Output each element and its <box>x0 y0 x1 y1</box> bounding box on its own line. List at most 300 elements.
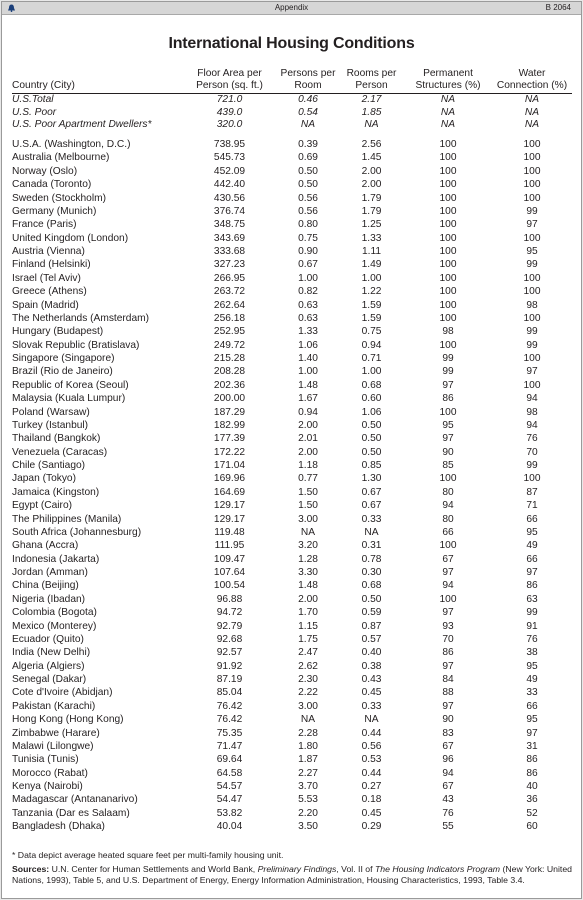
column-header: Floor Area per Person (sq. ft.) <box>182 68 277 94</box>
value-cell: 252.95 <box>213 326 246 338</box>
value-cell: 86 <box>526 754 538 766</box>
value-cell: 164.69 <box>213 486 246 498</box>
value-cell: 0.44 <box>361 767 382 779</box>
value-cell: NA <box>440 94 456 105</box>
value-cell: 66 <box>442 526 454 538</box>
value-cell: 0.67 <box>298 259 318 271</box>
header-bar <box>2 2 581 15</box>
value-cell: 92.79 <box>216 620 243 632</box>
value-cell: 111.95 <box>214 540 245 552</box>
value-cell: 80 <box>442 513 454 525</box>
country-cell: Norway (Oslo) <box>12 165 78 177</box>
value-cell: 100 <box>523 286 541 298</box>
value-cell: 75.35 <box>216 727 243 739</box>
value-cell: 0.56 <box>361 740 382 752</box>
value-cell: 0.56 <box>298 205 318 217</box>
table-row <box>12 673 572 686</box>
table-row <box>12 633 572 646</box>
value-cell: 119.48 <box>214 526 245 538</box>
country-cell: U.S. Poor Apartment Dwellers* <box>12 119 152 131</box>
value-cell: 2.62 <box>298 660 318 672</box>
table-row <box>12 379 572 392</box>
value-cell: 98 <box>526 406 538 418</box>
value-cell: 2.01 <box>298 433 318 445</box>
value-cell: 1.87 <box>298 754 318 766</box>
value-cell: 100 <box>439 179 457 191</box>
table-row <box>12 432 572 445</box>
country-cell: Finland (Helsinki) <box>12 259 91 271</box>
value-cell: 76.42 <box>216 714 243 726</box>
value-cell: 43 <box>442 794 454 806</box>
column-header: Rooms per Person <box>339 68 404 94</box>
country-cell: Ghana (Accra) <box>12 540 79 552</box>
value-cell: 100 <box>439 593 457 605</box>
value-cell: 0.75 <box>298 232 318 244</box>
value-cell: 129.17 <box>213 500 246 512</box>
value-cell: NA <box>300 119 316 131</box>
value-cell: 100 <box>439 312 457 324</box>
value-cell: 2.30 <box>298 674 318 686</box>
country-cell: Hong Kong (Hong Kong) <box>12 714 124 726</box>
value-cell: 100 <box>439 165 457 177</box>
value-cell: 2.56 <box>361 139 382 151</box>
value-cell: 1.80 <box>298 740 318 752</box>
value-cell: 53.82 <box>216 807 243 819</box>
value-cell: NA <box>440 119 456 131</box>
value-cell: 86 <box>526 580 538 592</box>
value-cell: 100 <box>439 219 457 231</box>
value-cell: 1.48 <box>298 379 318 391</box>
value-cell: 83 <box>442 727 454 739</box>
value-cell: 96 <box>442 754 454 766</box>
value-cell: 738.95 <box>213 139 246 151</box>
value-cell: 96.88 <box>216 593 243 605</box>
value-cell: 94 <box>442 500 454 512</box>
value-cell: 0.46 <box>298 94 318 105</box>
value-cell: 721.0 <box>216 94 243 105</box>
country-cell: Cote d'Ivoire (Abidjan) <box>12 687 113 699</box>
value-cell: 100 <box>439 473 457 485</box>
value-cell: 100 <box>439 139 457 151</box>
value-cell: 182.99 <box>213 419 246 431</box>
value-cell: 99 <box>442 353 454 365</box>
value-cell: 1.70 <box>298 607 318 619</box>
value-cell: 0.82 <box>298 286 318 298</box>
value-cell: 1.50 <box>298 500 318 512</box>
value-cell: 0.50 <box>361 593 382 605</box>
value-cell: 97 <box>442 607 454 619</box>
value-cell: 256.18 <box>213 312 246 324</box>
value-cell: 1.45 <box>361 152 382 164</box>
country-cell: Kenya (Nairobi) <box>12 781 83 793</box>
table-row <box>12 218 572 231</box>
sources-title: Preliminary Findings <box>257 864 337 874</box>
value-cell: 1.06 <box>298 339 318 351</box>
value-cell: 92.57 <box>216 647 243 659</box>
value-cell: 98 <box>526 299 538 311</box>
value-cell: 0.80 <box>298 219 318 231</box>
value-cell: 0.40 <box>361 647 382 659</box>
table-row <box>12 272 572 285</box>
value-cell: 0.33 <box>361 700 382 712</box>
value-cell: 64.58 <box>216 767 243 779</box>
value-cell: 71 <box>526 500 538 512</box>
value-cell: 202.36 <box>213 379 246 391</box>
value-cell: 87 <box>526 486 538 498</box>
value-cell: 0.68 <box>361 379 382 391</box>
table-row <box>12 553 572 566</box>
value-cell: 70 <box>442 633 454 645</box>
value-cell: 0.45 <box>361 687 382 699</box>
value-cell: NA <box>524 119 540 131</box>
value-cell: 100 <box>439 246 457 258</box>
value-cell: 86 <box>442 393 454 405</box>
country-cell: Germany (Munich) <box>12 205 97 217</box>
value-cell: 1.59 <box>361 299 382 311</box>
page <box>1 1 582 899</box>
value-cell: 95 <box>442 419 454 431</box>
table-row <box>12 579 572 592</box>
value-cell: 1.06 <box>361 406 382 418</box>
value-cell: 100 <box>523 165 541 177</box>
table-row <box>12 727 572 740</box>
table-row <box>12 285 572 298</box>
value-cell: 2.47 <box>298 647 318 659</box>
value-cell: 100 <box>439 286 457 298</box>
value-cell: 0.67 <box>361 500 382 512</box>
value-cell: 1.48 <box>298 580 318 592</box>
value-cell: 0.39 <box>298 139 318 151</box>
value-cell: 100 <box>523 379 541 391</box>
value-cell: 1.59 <box>361 312 382 324</box>
table-row <box>12 686 572 699</box>
country-cell: Canada (Toronto) <box>12 179 92 191</box>
column-header: Water Connection (%) <box>492 68 572 94</box>
value-cell: 208.28 <box>213 366 246 378</box>
value-cell: 0.63 <box>298 312 318 324</box>
value-cell: 0.77 <box>298 473 318 485</box>
value-cell: 76.42 <box>216 700 243 712</box>
table-row <box>12 539 572 552</box>
country-cell: U.S. Poor <box>12 106 57 118</box>
value-cell: 327.23 <box>213 259 246 271</box>
value-cell: 430.56 <box>213 192 246 204</box>
table-row <box>12 232 572 245</box>
value-cell: 1.25 <box>361 219 382 231</box>
country-cell: China (Beijing) <box>12 580 79 592</box>
value-cell: 545.73 <box>213 152 246 164</box>
value-cell: 80 <box>442 486 454 498</box>
value-cell: 348.75 <box>213 219 246 231</box>
value-cell: 249.72 <box>213 339 246 351</box>
country-cell: Poland (Warsaw) <box>12 406 90 418</box>
value-cell: 49 <box>526 674 538 686</box>
table-row <box>12 365 572 378</box>
value-cell: 187.29 <box>213 406 246 418</box>
value-cell: 1.85 <box>361 106 382 118</box>
country-cell: Austria (Vienna) <box>12 246 85 258</box>
value-cell: 40.04 <box>216 821 243 833</box>
table-row <box>12 526 572 539</box>
value-cell: 1.75 <box>298 633 318 645</box>
value-cell: 100 <box>523 192 541 204</box>
table-row <box>12 620 572 633</box>
value-cell: 100 <box>439 192 457 204</box>
value-cell: 263.72 <box>213 286 246 298</box>
value-cell: NA <box>524 106 540 118</box>
value-cell: 95 <box>526 714 538 726</box>
table-row <box>12 339 572 352</box>
table-row <box>12 258 572 271</box>
sources-label: Sources: <box>12 864 50 874</box>
value-cell: 100 <box>523 139 541 151</box>
value-cell: 100 <box>439 272 457 284</box>
value-cell: 2.00 <box>298 593 318 605</box>
country-cell: Hungary (Budapest) <box>12 326 104 338</box>
country-cell: Tanzania (Dar es Salaam) <box>12 807 130 819</box>
value-cell: 0.54 <box>298 106 318 118</box>
value-cell: 1.49 <box>361 259 382 271</box>
value-cell: 1.15 <box>298 620 318 632</box>
table-row <box>12 165 572 178</box>
value-cell: 95 <box>526 526 538 538</box>
country-cell: Australia (Melbourne) <box>12 152 110 164</box>
country-cell: Nigeria (Ibadan) <box>12 593 86 605</box>
table-row <box>12 767 572 780</box>
country-cell: South Africa (Johannesburg) <box>12 526 142 538</box>
table-row <box>12 312 572 325</box>
us-summary-row <box>12 94 572 107</box>
value-cell: 3.00 <box>298 513 318 525</box>
value-cell: 100 <box>523 232 541 244</box>
country-cell: France (Paris) <box>12 219 77 231</box>
value-cell: 99 <box>526 339 538 351</box>
value-cell: 86 <box>526 767 538 779</box>
value-cell: 0.94 <box>361 339 382 351</box>
value-cell: 100 <box>523 152 541 164</box>
sources-text: (New York: United Nations, 1993), Table 5, and U.S. Department of Energy, Energy Information Administration, Housing Characteristics, 1993, Table 3.4. <box>12 864 572 885</box>
value-cell: 97 <box>442 379 454 391</box>
table-row <box>12 713 572 726</box>
value-cell: NA <box>300 714 316 726</box>
value-cell: 91.92 <box>216 660 243 672</box>
value-cell: 0.69 <box>298 152 318 164</box>
value-cell: NA <box>364 526 379 538</box>
value-cell: 0.38 <box>361 660 382 672</box>
value-cell: 320.0 <box>216 119 243 131</box>
country-cell: Venezuela (Caracas) <box>12 446 108 458</box>
country-cell: Algeria (Algiers) <box>12 660 85 672</box>
table-row <box>12 820 572 833</box>
country-cell: Chile (Santiago) <box>12 460 86 472</box>
value-cell: 0.63 <box>298 299 318 311</box>
value-cell: 1.00 <box>361 366 382 378</box>
value-cell: 0.90 <box>298 246 318 258</box>
value-cell: 0.50 <box>361 433 382 445</box>
value-cell: 100 <box>439 339 457 351</box>
value-cell: 0.85 <box>361 460 382 472</box>
table-row <box>12 192 572 205</box>
table-row <box>12 138 572 151</box>
value-cell: 100 <box>439 259 457 271</box>
value-cell: 1.28 <box>298 553 318 565</box>
value-cell: 2.00 <box>361 165 382 177</box>
sources-text: , Vol. II of <box>336 864 375 874</box>
value-cell: 100 <box>523 312 541 324</box>
country-cell: Senegal (Dakar) <box>12 674 87 686</box>
value-cell: 215.28 <box>213 353 246 365</box>
value-cell: 5.53 <box>298 794 318 806</box>
value-cell: 60 <box>526 821 538 833</box>
country-cell: Sweden (Stockholm) <box>12 192 106 204</box>
value-cell: 0.78 <box>361 553 382 565</box>
value-cell: 0.56 <box>298 192 318 204</box>
country-cell: Morocco (Rabat) <box>12 767 88 779</box>
value-cell: 333.68 <box>213 246 246 258</box>
value-cell: 2.00 <box>361 179 382 191</box>
value-cell: 97 <box>526 727 538 739</box>
value-cell: 0.50 <box>298 165 318 177</box>
value-cell: 1.33 <box>361 232 382 244</box>
value-cell: 0.31 <box>361 540 382 552</box>
value-cell: 97 <box>442 433 454 445</box>
country-cell: Slovak Republic (Bratislava) <box>12 339 140 351</box>
page-title: International Housing Conditions <box>168 35 415 52</box>
value-cell: 100.54 <box>213 580 246 592</box>
country-cell: The Philippines (Manila) <box>12 513 122 525</box>
value-cell: 1.40 <box>298 353 318 365</box>
us-summary-row <box>12 119 572 132</box>
value-cell: 0.29 <box>361 821 382 833</box>
value-cell: 97 <box>526 366 538 378</box>
value-cell: 76 <box>526 633 538 645</box>
table-row <box>12 700 572 713</box>
value-cell: 66 <box>526 700 538 712</box>
value-cell: 94 <box>442 580 454 592</box>
value-cell: 67 <box>442 740 454 752</box>
value-cell: 1.00 <box>298 366 318 378</box>
country-cell: Turkey (Istanbul) <box>12 419 89 431</box>
value-cell: 87.19 <box>216 674 243 686</box>
value-cell: 3.20 <box>298 540 318 552</box>
value-cell: 36 <box>526 794 538 806</box>
value-cell: 85.04 <box>216 687 243 699</box>
value-cell: 0.43 <box>361 674 382 686</box>
value-cell: 169.96 <box>213 473 246 485</box>
table-row <box>12 245 572 258</box>
value-cell: 88 <box>442 687 454 699</box>
value-cell: 100 <box>439 406 457 418</box>
value-cell: 107.64 <box>213 567 246 579</box>
value-cell: 2.28 <box>298 727 318 739</box>
column-header: Persons per Room <box>277 68 339 94</box>
country-cell: U.S.Total <box>12 94 54 105</box>
country-cell: Pakistan (Karachi) <box>12 700 96 712</box>
value-cell: 171.04 <box>213 460 246 472</box>
value-cell: 200.00 <box>213 393 246 405</box>
value-cell: 49 <box>526 540 538 552</box>
value-cell: 97 <box>442 567 454 579</box>
value-cell: 90 <box>442 714 454 726</box>
value-cell: 67 <box>442 781 454 793</box>
us-summary-row <box>12 107 572 120</box>
country-cell: Egypt (Cairo) <box>12 500 73 512</box>
value-cell: 84 <box>442 674 454 686</box>
value-cell: 66 <box>526 553 538 565</box>
value-cell: 76 <box>442 807 454 819</box>
country-cell: Thailand (Bangkok) <box>12 433 101 445</box>
value-cell: 94 <box>526 393 538 405</box>
table-row <box>12 660 572 673</box>
country-cell: India (New Delhi) <box>12 647 91 659</box>
value-cell: 54.57 <box>216 781 243 793</box>
table-row <box>12 459 572 472</box>
value-cell: 0.60 <box>361 393 382 405</box>
table-row <box>12 419 572 432</box>
table-row <box>12 299 572 312</box>
value-cell: 1.79 <box>361 205 382 217</box>
value-cell: 93 <box>442 620 454 632</box>
value-cell: 92.68 <box>216 633 243 645</box>
value-cell: 100 <box>439 540 457 552</box>
country-cell: Madagascar (Antananarivo) <box>12 794 138 806</box>
value-cell: 86 <box>442 647 454 659</box>
value-cell: 0.75 <box>361 326 382 338</box>
value-cell: 262.64 <box>213 299 246 311</box>
value-cell: 376.74 <box>213 205 246 217</box>
value-cell: 0.50 <box>361 446 382 458</box>
value-cell: 0.68 <box>361 580 382 592</box>
value-cell: 99 <box>526 259 538 271</box>
value-cell: 100 <box>523 353 541 365</box>
value-cell: 2.00 <box>298 446 318 458</box>
value-cell: 70 <box>526 446 538 458</box>
table-body <box>12 94 572 834</box>
value-cell: 95 <box>526 246 538 258</box>
value-cell: 109.47 <box>213 553 246 565</box>
country-cell: Tunisia (Tunis) <box>12 754 79 766</box>
value-cell: 52 <box>526 807 538 819</box>
value-cell: 99 <box>526 326 538 338</box>
country-cell: Greece (Athens) <box>12 286 87 298</box>
value-cell: 85 <box>442 460 454 472</box>
value-cell: 90 <box>442 446 454 458</box>
value-cell: 0.71 <box>361 353 382 365</box>
table-row <box>12 446 572 459</box>
value-cell: 3.70 <box>298 781 318 793</box>
table-row <box>12 780 572 793</box>
value-cell: 3.30 <box>298 567 318 579</box>
value-cell: 2.22 <box>298 687 318 699</box>
value-cell: 95 <box>526 660 538 672</box>
value-cell: 55 <box>442 821 454 833</box>
table-row <box>12 392 572 405</box>
value-cell: 0.30 <box>361 567 382 579</box>
header-page-number: B 2064 <box>545 3 571 12</box>
country-cell: Singapore (Singapore) <box>12 353 115 365</box>
value-cell: 343.69 <box>213 232 246 244</box>
country-cell: Brazil (Rio de Janeiro) <box>12 366 113 378</box>
header-section: Appendix <box>274 3 309 12</box>
value-cell: 2.20 <box>298 807 318 819</box>
value-cell: 33 <box>526 687 538 699</box>
value-cell: 100 <box>523 179 541 191</box>
table-row <box>12 499 572 512</box>
value-cell: 177.39 <box>213 433 246 445</box>
value-cell: 94.72 <box>216 607 243 619</box>
country-cell: Colombia (Bogota) <box>12 607 97 619</box>
value-cell: 2.27 <box>298 767 318 779</box>
